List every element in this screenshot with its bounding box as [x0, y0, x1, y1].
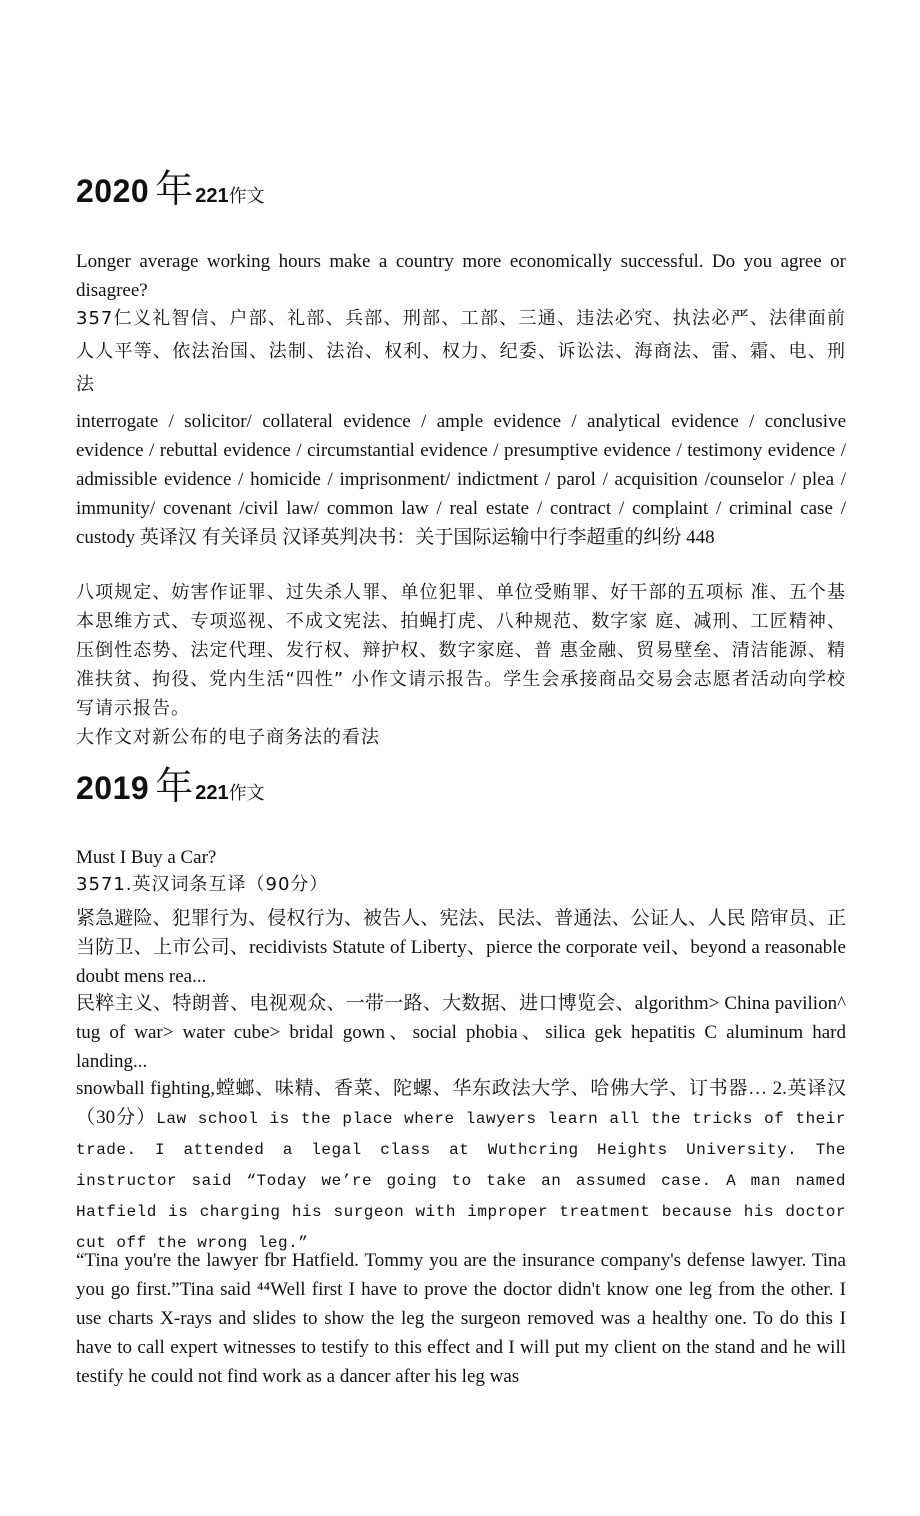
- essay-prompt-2020: Longer average working hours make a country more economically successful. Do you agree or disagree?: [76, 251, 846, 301]
- heading-code: 221: [195, 185, 229, 207]
- essay-prompt-2019: Must I Buy a Car?: [76, 847, 217, 868]
- terms-3-lead: snowball fighting,螳螂、味精、香菜、陀螺、华东政法大学、哈佛大学、订书器… 2.英译汉（30分）: [76, 1078, 846, 1128]
- translation-passage: Law school is the place where lawyers learn all the tricks of their trade. I attended a legal class at Wuthcring Heights University. The instructor said “Today we’re going to take an assumed case. A man named Hatfield is charging his surgeon with improper treatment because his doctor cut off the wrong leg.”: [76, 1110, 846, 1252]
- heading-nian: 年: [155, 167, 194, 211]
- heading-suffix: 作文: [228, 186, 265, 206]
- heading-year: 2019: [76, 770, 150, 806]
- terms-1-2019: 紧急避险、犯罪行为、侵权行为、被告人、宪法、民法、普通法、公证人、人民 陪审员、正当防卫、上市公司、recidivists Statute of Liberty、pierce the corporate veil、beyond a reasonable doubt mens rea...: [76, 908, 846, 987]
- heading-year: 2020: [76, 173, 150, 209]
- terms-zh-2020: 357仁义礼智信、户部、礼部、兵部、刑部、工部、三通、违法必究、执法必严、法律面前人人平等、依法治国、法制、法治、权利、权力、纪委、诉讼法、海商法、雷、霜、电、刑法: [76, 308, 846, 395]
- terms-zh2-2020: 八项规定、妨害作证罪、过失杀人罪、单位犯罪、单位受贿罪、好干部的五项标 准、五个基本思维方式、专项巡视、不成文宪法、拍蝇打虎、八种规范、数字家 庭、减刑、工匠精神、压倒性态势、法定代理、发行权、辩护权、数字家庭、普 惠金融、贸易壁垒、清洁能源、精准扶贫、拘役、党内生活“四性” 小作文请示报告。学生会承接商品交易会志愿者活动向学校写请示报告。: [76, 582, 846, 719]
- terms-en-2020: interrogate / solicitor/ collateral evidence / ample evidence / analytical evidence / conclusive evidence / rebuttal evidence / circumstantial evidence / presumptive evidence / testimony evidence / admissible evidence / homicide / imprisonment/ indictment / parol / acquisition /counselor / plea / immunity/ covenant /civil law/ common law / real estate / contract / complaint / criminal case / custody 英译汉 有关译员 汉译英判决书：关于国际运输中行李超重的纠纷 448: [76, 411, 846, 548]
- passage-2019: “Tina you're the lawyer fbr Hatfield. Tommy you are the insurance company's defense lawyer. Tina you go first.”Tina said ⁴⁴Well first I have to prove the doctor didn't know one leg from the other. I use charts X-rays and slides to show the leg the surgeon removed was a healthy one. To do this I have to call expert witnesses to testify to this effect and I will put my client on the stand and he will testify he could not find work as a dancer after his leg was: [76, 1250, 846, 1387]
- heading-suffix: 作文: [228, 783, 265, 803]
- heading-2020: [76, 158, 265, 213]
- terms-3-2019: [76, 1074, 846, 1258]
- heading-2019: [76, 755, 265, 810]
- heading-code: 221: [195, 782, 229, 804]
- terms-2-2019: 民粹主义、特朗普、电视观众、一带一路、大数据、进口博览会、algorithm> China pavilion^ tug of war> water cube> bridal gown、social phobia、silica gek hepatitis C aluminum hard landing...: [76, 993, 846, 1072]
- subheading-2019: 3571.英汉词条互译（90分）: [76, 874, 329, 895]
- heading-nian: 年: [155, 764, 194, 808]
- big-essay-2020: 大作文对新公布的电子商务法的看法: [76, 727, 380, 748]
